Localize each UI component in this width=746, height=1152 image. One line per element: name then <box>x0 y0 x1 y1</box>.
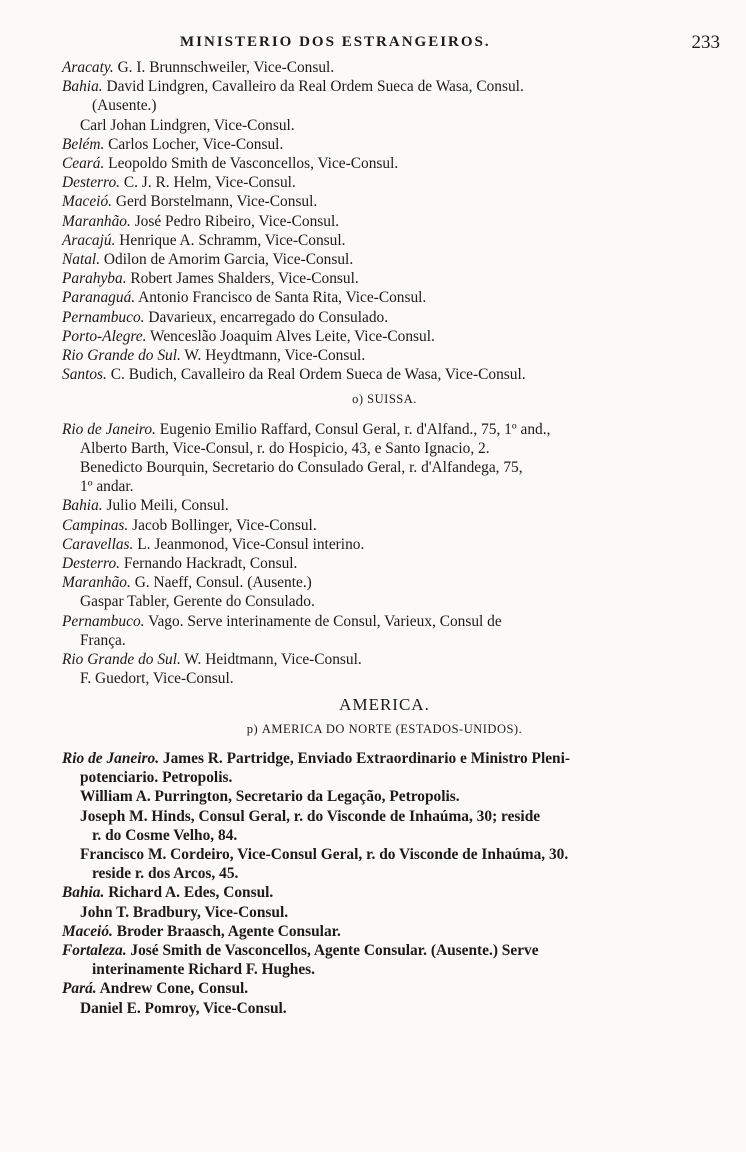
entry-line <box>62 650 707 669</box>
entry-line <box>62 768 707 787</box>
entry-text: Gerd Borstelmann, Vice-Consul. <box>112 193 318 211</box>
entry-text: William A. Purrington, Secretario da Legação, Petropolis. <box>80 788 460 806</box>
place-name: Maranhão. <box>62 212 131 230</box>
place-name: Fortaleza. <box>62 941 127 959</box>
entry-line <box>62 749 707 768</box>
entry-text: 1º andar. <box>80 478 134 496</box>
entry-line <box>62 592 707 611</box>
place-name: Bahia. <box>62 78 103 96</box>
entry-text: Henrique A. Schramm, Vice-Consul. <box>115 231 346 249</box>
entry-text: potenciario. Petropolis. <box>80 769 233 787</box>
place-name: Desterro. <box>62 555 120 573</box>
place-name: Maceió. <box>62 922 113 940</box>
entry-text: Benedicto Bourquin, Secretario do Consulado Geral, r. d'Alfandega, 75, <box>80 459 523 477</box>
entry-line <box>62 135 707 154</box>
entry-text: Carl Johan Lindgren, Vice-Consul. <box>80 116 295 134</box>
entry-line <box>62 439 707 458</box>
entry-text: Julio Meili, Consul. <box>102 497 229 515</box>
entry-text: Eugenio Emilio Raffard, Consul Geral, r. d'Alfand., 75, 1º and., <box>155 420 551 438</box>
entry-line <box>62 212 707 231</box>
entry-line <box>62 554 707 573</box>
entry-line <box>62 477 707 496</box>
entry-line <box>62 420 707 439</box>
entry-line <box>62 787 707 806</box>
entry-text: Richard A. Edes, Consul. <box>104 884 274 902</box>
entry-line <box>62 77 707 96</box>
entry-text: Daniel E. Pomroy, Vice-Consul. <box>80 999 287 1017</box>
place-name: Parahyba. <box>62 270 127 288</box>
entry-text: Carlos Locher, Vice-Consul. <box>104 135 284 153</box>
section-label: o) <box>352 392 364 407</box>
entry-text: Wenceslão Joaquim Alves Leite, Vice-Consul. <box>146 327 435 345</box>
entry-line <box>62 269 707 288</box>
sweden-consuls-list <box>62 58 707 384</box>
entry-line <box>62 883 707 902</box>
place-name: Ceará. <box>62 155 105 173</box>
usa-consuls-list <box>62 749 707 1018</box>
entry-line <box>62 458 707 477</box>
entry-text: G. I. Brunnschweiler, Vice-Consul. <box>113 59 335 76</box>
entry-text: Fernando Hackradt, Consul. <box>120 555 298 573</box>
entry-text: W. Heidtmann, Vice-Consul. <box>180 651 362 669</box>
entry-line <box>62 327 707 346</box>
document-body <box>62 58 707 1018</box>
place-name: Bahia. <box>62 497 103 515</box>
entry-line <box>62 864 707 883</box>
entry-line <box>62 903 707 922</box>
entry-line <box>62 346 707 365</box>
entry-text: Leopoldo Smith de Vasconcellos, Vice-Consul. <box>104 155 399 173</box>
place-name: Rio de Janeiro. <box>62 749 160 767</box>
entry-line <box>62 365 707 384</box>
entry-text: Gaspar Tabler, Gerente do Consulado. <box>80 593 315 611</box>
entry-text: John T. Bradbury, Vice-Consul. <box>80 903 289 921</box>
place-name: Pará. <box>62 980 97 998</box>
running-title: MINISTERIO DOS ESTRANGEIROS. <box>180 34 491 50</box>
entry-text: W. Heydtmann, Vice-Consul. <box>180 347 366 365</box>
entry-line <box>62 922 707 941</box>
entry-line <box>62 535 707 554</box>
entry-text: Jacob Bollinger, Vice-Consul. <box>128 516 317 534</box>
entry-line <box>62 573 707 592</box>
entry-text: F. Guedort, Vice-Consul. <box>80 670 234 688</box>
entry-text: r. do Cosme Velho, 84. <box>92 826 238 844</box>
entry-text: José Pedro Ribeiro, Vice-Consul. <box>130 212 340 230</box>
entry-text: (Ausente.) <box>92 97 157 115</box>
place-name: Aracaty. <box>62 59 114 76</box>
entry-text: Andrew Cone, Consul. <box>96 980 249 998</box>
entry-line <box>62 192 707 211</box>
entry-line <box>62 979 707 998</box>
place-name: Rio Grande do Sul. <box>62 347 181 365</box>
place-name: Pernambuco. <box>62 308 145 326</box>
place-name: Caravellas. <box>62 535 134 553</box>
section-heading-america: AMERICA. <box>339 694 430 714</box>
entry-line <box>62 960 707 979</box>
place-name: Porto-Alegre. <box>62 327 147 345</box>
entry-text: França. <box>80 631 126 649</box>
entry-line <box>62 826 707 845</box>
entry-text: interinamente Richard F. Hughes. <box>92 961 316 979</box>
place-name: Santos. <box>62 366 107 384</box>
entry-text: José Smith de Vasconcellos, Agente Consular. (Ausente.) Serve <box>126 941 539 959</box>
entry-text: reside r. dos Arcos, 45. <box>92 865 239 883</box>
place-name: Desterro. <box>62 174 120 192</box>
entry-text: Broder Braasch, Agente Consular. <box>112 922 341 940</box>
section-heading-estados-unidos <box>62 720 707 739</box>
entry-line <box>62 250 707 269</box>
entry-text: Alberto Barth, Vice-Consul, r. do Hospicio, 43, e Santo Ignacio, 2. <box>80 439 490 457</box>
entry-line <box>62 516 707 535</box>
place-name: Belém. <box>62 135 105 153</box>
entry-text: David Lindgren, Cavalleiro da Real Ordem Sueca de Wasa, Consul. <box>102 78 524 96</box>
entry-text: G. Naeff, Consul. (Ausente.) <box>130 574 312 592</box>
entry-text: C. J. R. Helm, Vice-Consul. <box>120 174 296 192</box>
entry-line <box>62 173 707 192</box>
entry-text: C. Budich, Cavalleiro da Real Ordem Sueca de Wasa, Vice-Consul. <box>106 366 526 384</box>
entry-text: James R. Partridge, Enviado Extraordinario e Ministro Pleni- <box>159 749 571 767</box>
entry-line <box>62 58 707 77</box>
entry-line <box>62 116 707 135</box>
entry-line <box>62 631 707 650</box>
place-name: Natal. <box>62 251 101 269</box>
entry-text: Odilon de Amorim Garcia, Vice-Consul. <box>100 251 354 269</box>
entry-line <box>62 612 707 631</box>
section-label: p) <box>246 721 259 736</box>
place-name: Campinas. <box>62 516 129 534</box>
section-name: AMERICA DO NORTE (ESTADOS-UNIDOS). <box>261 721 523 736</box>
place-name: Maranhão. <box>62 574 131 592</box>
entry-line <box>62 96 707 115</box>
entry-line <box>62 154 707 173</box>
entry-line <box>62 669 707 688</box>
entry-text: Antonio Francisco de Santa Rita, Vice-Consul. <box>135 289 427 307</box>
entry-line <box>62 308 707 327</box>
section-name: SUISSA. <box>367 392 417 407</box>
entry-line <box>62 845 707 864</box>
running-head <box>60 34 720 56</box>
suissa-consuls-list <box>62 420 707 689</box>
place-name: Aracajú. <box>62 231 116 249</box>
place-name: Pernambuco. <box>62 612 145 630</box>
entry-line <box>62 288 707 307</box>
entry-line <box>62 807 707 826</box>
entry-text: L. Jeanmonod, Vice-Consul interino. <box>133 535 365 553</box>
page-number: 233 <box>691 32 720 53</box>
section-heading-suissa <box>62 390 707 409</box>
place-name: Maceió. <box>62 193 112 211</box>
place-name: Rio de Janeiro. <box>62 420 156 438</box>
place-name: Paranaguá. <box>62 289 136 307</box>
entry-line <box>62 496 707 515</box>
place-name: Bahia. <box>62 884 105 902</box>
entry-text: Joseph M. Hinds, Consul Geral, r. do Visconde de Inhaúma, 30; reside <box>80 807 541 825</box>
entry-text: Vago. Serve interinamente de Consul, Varieux, Consul de <box>144 612 502 630</box>
entry-line <box>62 941 707 960</box>
place-name: Rio Grande do Sul. <box>62 651 181 669</box>
entry-text: Francisco M. Cordeiro, Vice-Consul Geral, r. do Visconde de Inhaúma, 30. <box>80 845 569 863</box>
entry-line <box>62 999 707 1018</box>
entry-text: Davarieux, encarregado do Consulado. <box>144 308 389 326</box>
entry-line <box>62 231 707 250</box>
entry-text: Robert James Shalders, Vice-Consul. <box>126 270 359 288</box>
